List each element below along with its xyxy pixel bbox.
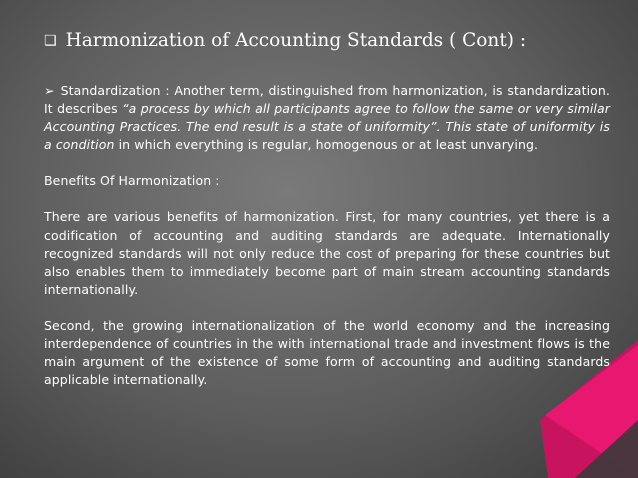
benefits-paragraph-2: Second, the growing internationalization of the world economy and the increasing interdependence of countries in the with international trade and investment flows is the main argument of the existence of some form of accounting and auditing standards applicable internationally.: [44, 317, 610, 388]
standardization-paragraph: [44, 82, 610, 154]
standardization-tail-italic: This state of uniformity is a condition: [44, 119, 610, 153]
checkbox-bullet-icon: ❑: [44, 33, 57, 49]
benefits-paragraph-1: There are various benefits of harmonization. First, for many countries, yet there is a codification of accounting and auditing standards are adequate. Internationally recognized standards will not only reduce the cost of preparing for these countries but also enables them to immediately become part of main stream accounting standards internationally.: [44, 209, 610, 297]
slide-body: [44, 82, 610, 407]
slide-title-text: Harmonization of Accounting Standards ( Cont) :: [65, 30, 527, 51]
arrow-bullet-icon: ➢: [44, 83, 55, 98]
benefits-heading: Benefits Of Harmonization :: [44, 173, 220, 189]
slide-title: [44, 30, 624, 51]
standardization-tail: in which everything is regular, homogenous or at least unvarying.: [114, 137, 539, 153]
standardization-quote: “a process by which all participants agree to follow the same or very similar Accounting Practices. The end result is a state of uniformity”.: [44, 101, 610, 135]
standardization-lead: Standardization : Another term, distinguished from harmonization, is standardization. It describes: [44, 83, 610, 117]
